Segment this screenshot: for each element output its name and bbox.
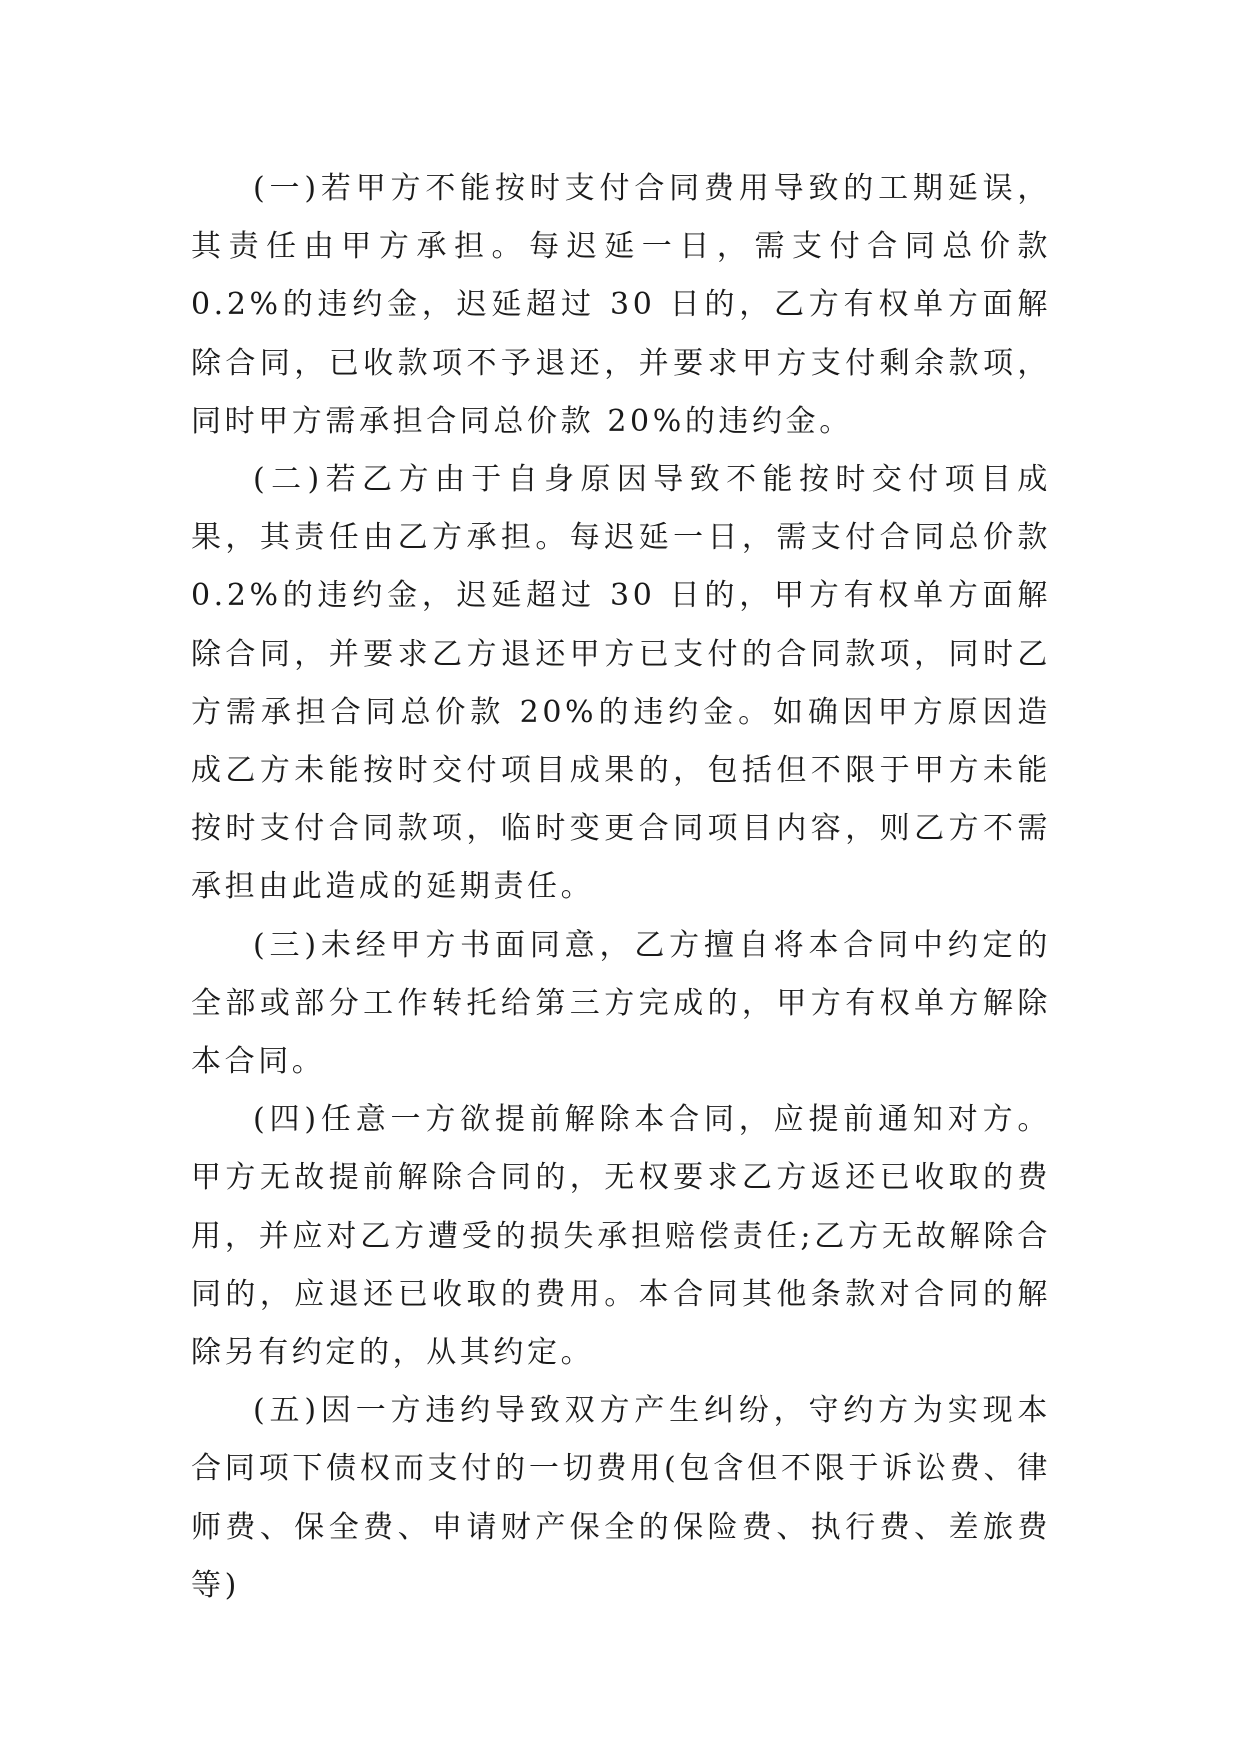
clause-4: (四)任意一方欲提前解除本合同，应提前通知对方。甲方无故提前解除合同的，无权要求乙方返还已收取的费用，并应对乙方遭受的损失承担赔偿责任;乙方无故解除合同的，应退还已收取的费用。本合同其他条款对合同的解除另有约定的，从其约定。 [191, 1102, 1051, 1371]
document-body [191, 160, 1051, 1615]
clause-2: (二)若乙方由于自身原因导致不能按时交付项目成果，其责任由乙方承担。每迟延一日，需支付合同总价款 0.2%的违约金，迟延超过 30 日的，甲方有权单方面解除合同，并要求乙方退还甲方已支付的合同款项，同时乙方需承担合同总价款 20%的违约金。如确因甲方原因造成乙方未能按时交付项目成果的，包括但不限于甲方未能按时支付合同款项，临时变更合同项目内容，则乙方不需承担由此造成的延期责任。 [191, 462, 1051, 905]
clause-5: (五)因一方违约导致双方产生纠纷，守约方为实现本合同项下债权而支付的一切费用(包含但不限于诉讼费、律师费、保全费、申请财产保全的保险费、执行费、差旅费等) [191, 1393, 1051, 1603]
clause-3: (三)未经甲方书面同意，乙方擅自将本合同中约定的全部或部分工作转托给第三方完成的，甲方有权单方解除本合同。 [191, 927, 1051, 1080]
clause-1: (一)若甲方不能按时支付合同费用导致的工期延误，其责任由甲方承担。每迟延一日，需支付合同总价款 0.2%的违约金，迟延超过 30 日的，乙方有权单方面解除合同，已收款项不予退还，并要求甲方支付剩余款项，同时甲方需承担合同总价款 20%的违约金。 [191, 171, 1051, 439]
